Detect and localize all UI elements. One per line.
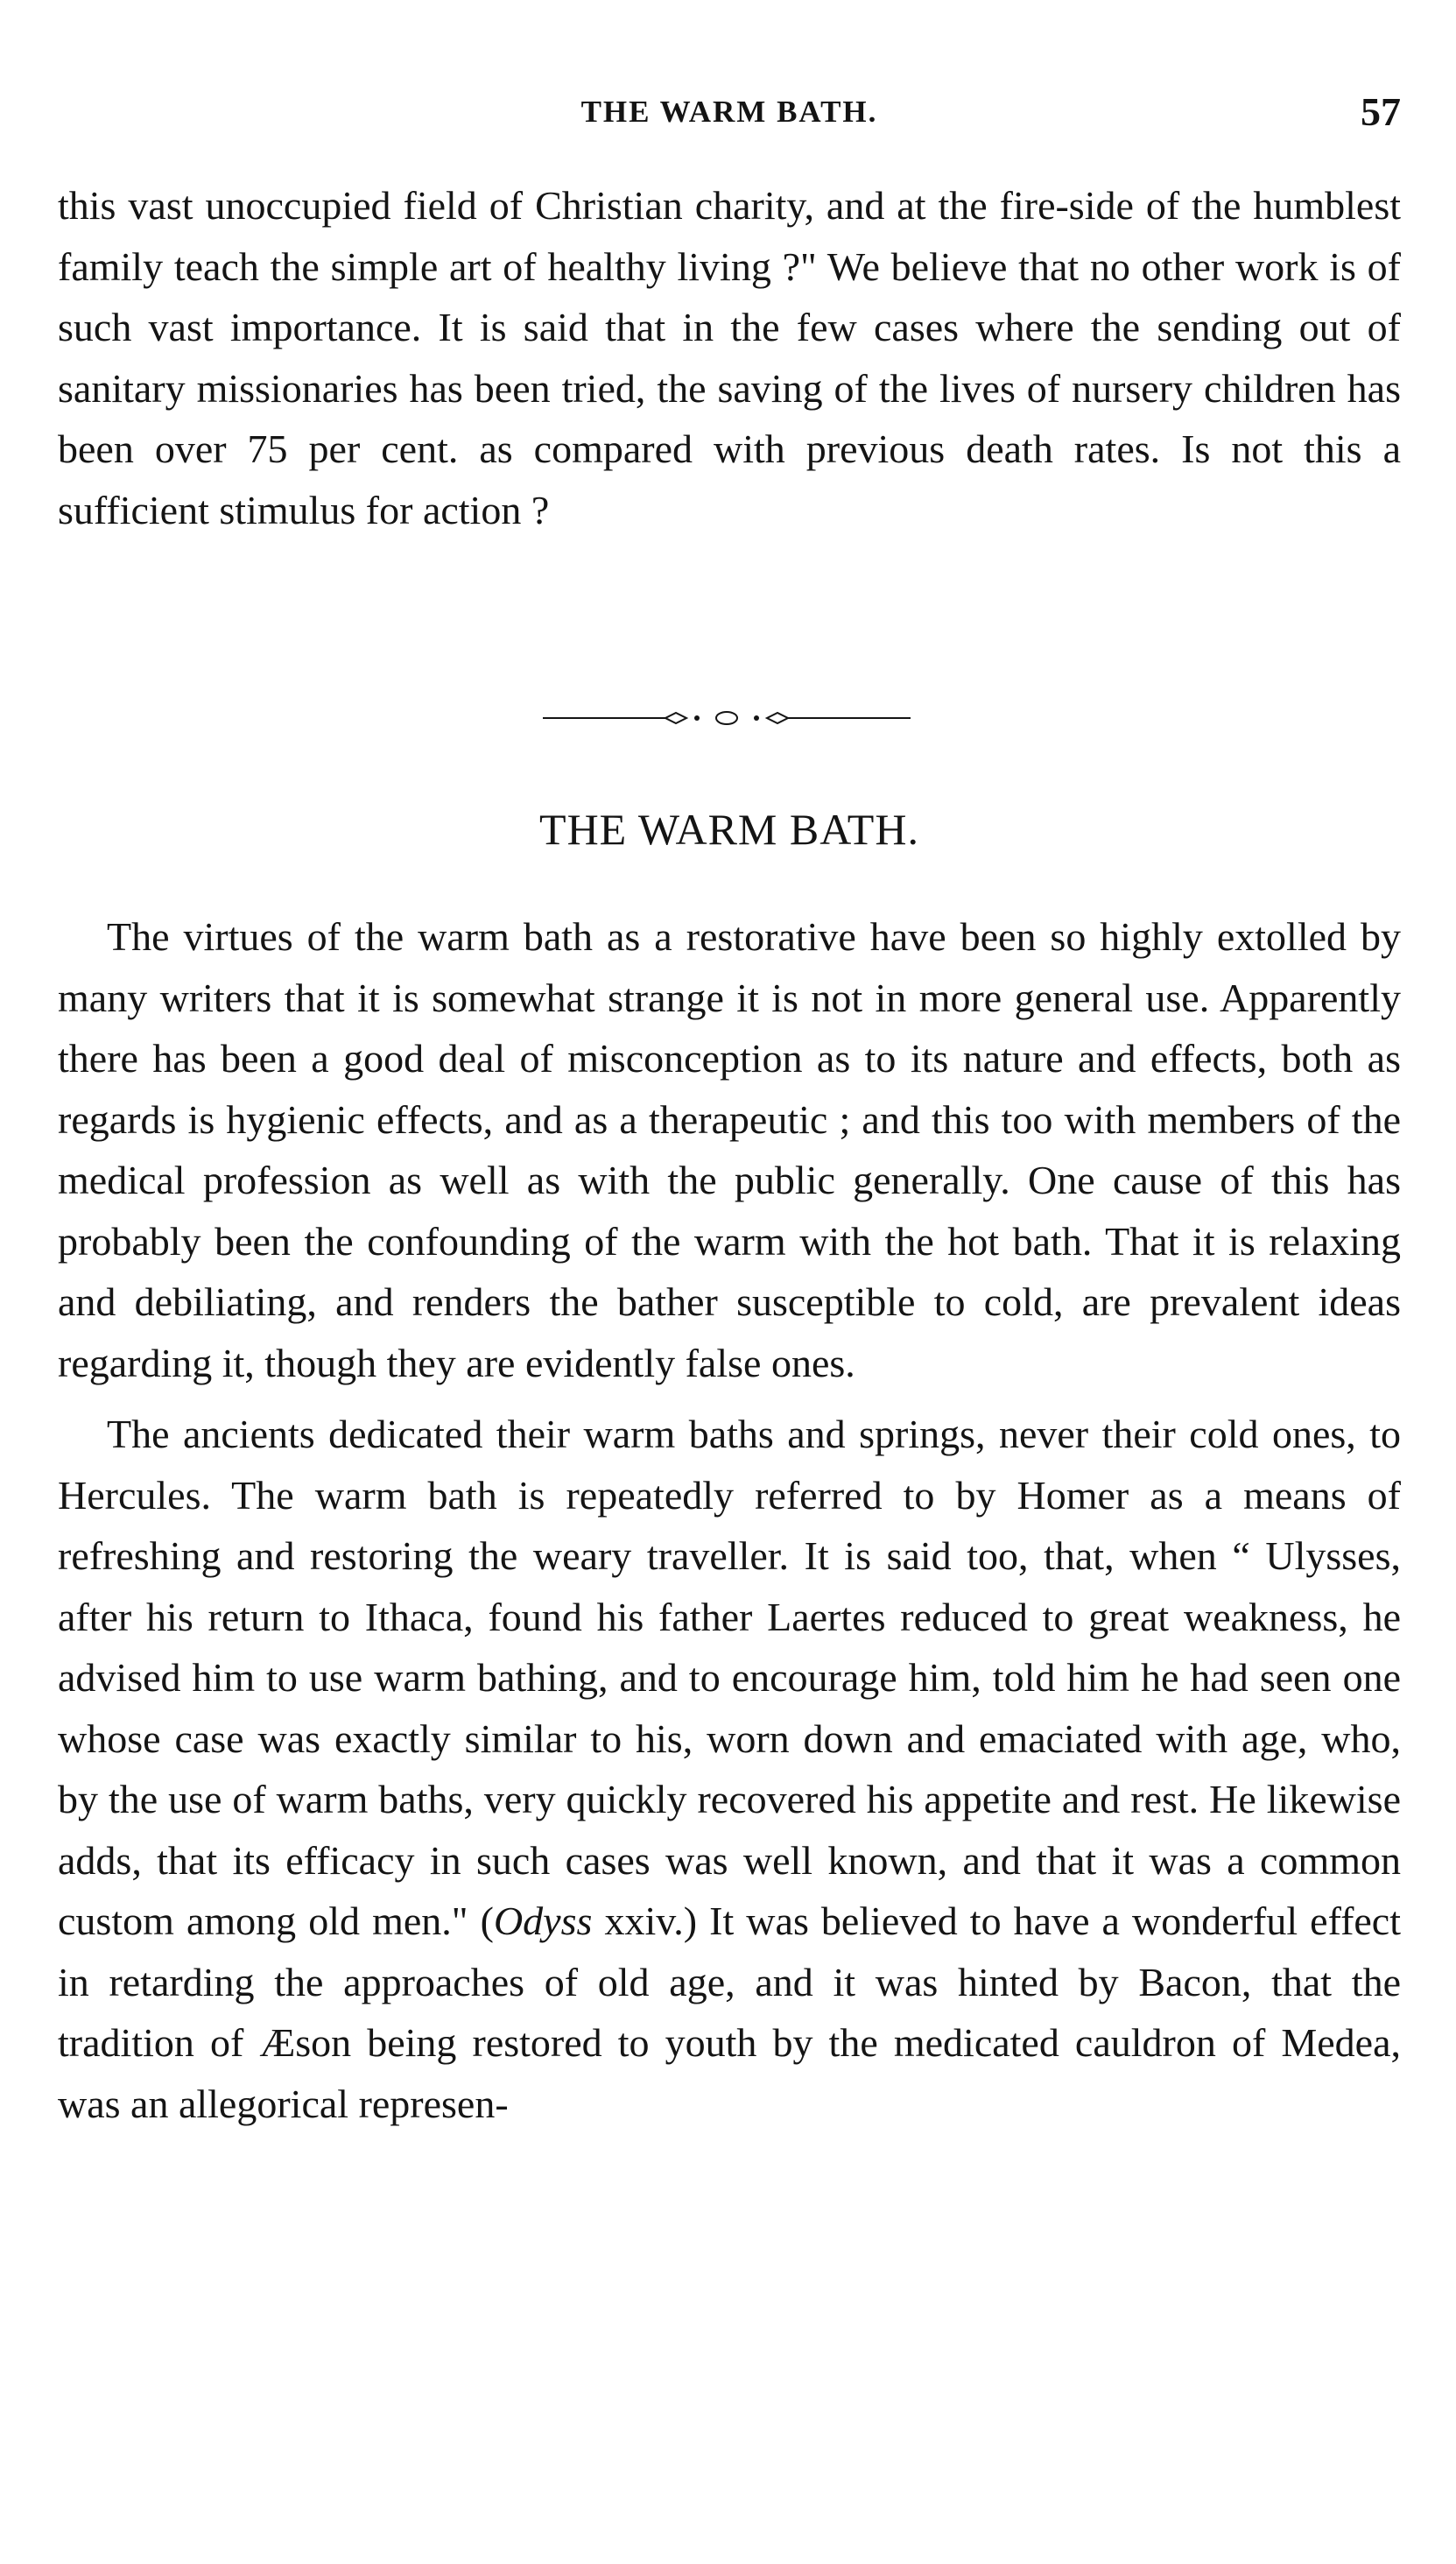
section-body xyxy=(58,906,1401,2134)
running-title: THE WARM BATH. xyxy=(580,95,878,129)
section-heading: THE WARM BATH. xyxy=(539,805,919,854)
section-divider-ornament xyxy=(543,705,911,731)
body-paragraph-1: The virtues of the warm bath as a restorative have been so highly extolled by many writers that it is somewhat strange it is not in more general use. Apparently there has been a good deal of misconception as to its nature and effects, both as regards is hygienic effects, and as a therapeutic ; and this too with members of the medical profession as well as with the public generally. One cause of this has probably been the confounding of the warm with the hot bath. That it is relaxing and debiliating, and renders the bather susceptible to cold, are prevalent ideas regarding it, though they are evidently false ones. xyxy=(58,914,1401,1385)
page-number: 57 xyxy=(1361,89,1401,134)
body-paragraph-2 xyxy=(58,1404,1401,2134)
citation-odyssey: Odyss xyxy=(493,1898,593,1943)
intro-section xyxy=(58,175,1401,540)
intro-paragraph: this vast unoccupied field of Christian charity, and at the fire-side of the humblest family teach the simple art of healthy living ?" We believe that no other work is of such vast importance. It is said that in the few cases where the sending out of sanitary missionaries has been tried, the saving of the lives of nursery children has been over 75 per cent. as compared with previous death rates. Is not this a sufficient stimulus for action ? xyxy=(58,183,1401,532)
paragraph-2-continuation: xxiv.) It was believed to have a wonderful effect in retarding the approaches of old age, and it was hinted by Bacon, that the tradition of Æson being restored to youth by the medicated cauldron of Medea, was an allegorical represen- xyxy=(58,1898,1401,2126)
running-head xyxy=(58,86,1401,138)
paragraph-2-text: The ancients dedicated their warm baths and springs, never their cold ones, to Hercules. The warm bath is repeatedly referred to by Homer as a means of refreshing and restoring the weary traveller. It is said too, that, when “ Ulysses, after his return to Ithaca, found his father Laertes reduced to great weakness, he advised him to use warm bathing, and to encourage him, told him he had seen one whose case was exactly similar to his, worn down and emaciated with age, who, by the use of warm baths, very quickly recovered his appetite and rest. He likewise adds, that its efficacy in such cases was well known, and that it was a common custom among old men." ( xyxy=(58,1412,1401,1943)
